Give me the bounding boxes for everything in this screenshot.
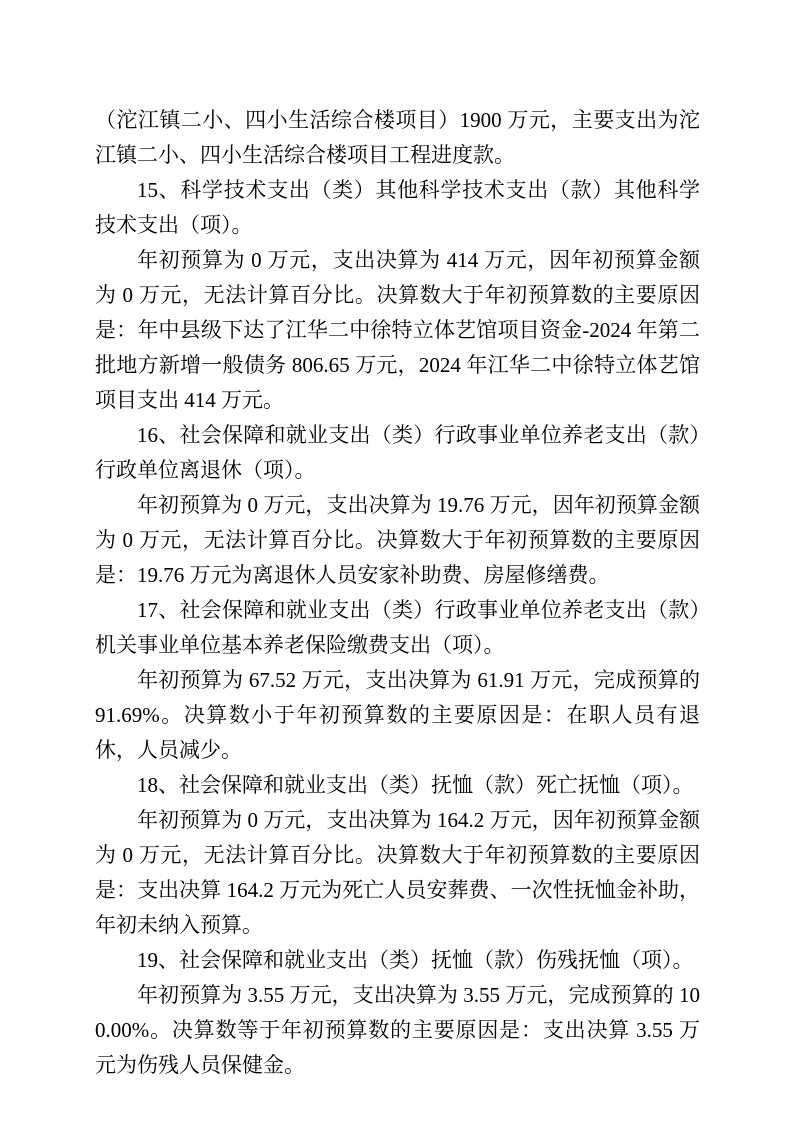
paragraph-continuation: （沱江镇二小、四小生活综合楼项目）1900 万元，主要支出为沱江镇二小、四小生活综合楼项目工程进度款。 [95,108,700,167]
paragraph-item-17-detail: 年初预算为 67.52 万元，支出决算为 61.91 万元，完成预算的 91.69%。决算数小于年初预算数的主要原因是：在职人员有退休，人员减少。 [95,668,700,762]
paragraph-item-16-heading: 16、社会保障和就业支出（类）行政事业单位养老支出（款）行政单位离退休（项）。 [95,423,700,482]
paragraph-item-15-heading: 15、科学技术支出（类）其他科学技术支出（款）其他科学技术支出（项）。 [95,178,700,237]
paragraph-item-19-heading: 19、社会保障和就业支出（类）抚恤（款）伤残抚恤（项）。 [137,948,694,972]
paragraph-item-16-detail: 年初预算为 0 万元，支出决算为 19.76 万元，因年初预算金额为 0 万元，无法计算百分比。决算数大于年初预算数的主要原因是：19.76 万元为离退休人员安家补助费、房屋修缮费。 [95,493,700,587]
paragraph-item-17-heading: 17、社会保障和就业支出（类）行政事业单位养老支出（款）机关事业单位基本养老保险缴费支出（项）。 [95,598,700,657]
paragraph-item-15-detail: 年初预算为 0 万元，支出决算为 414 万元，因年初预算金额为 0 万元，无法计算百分比。决算数大于年初预算数的主要原因是：年中县级下达了江华二中徐特立体艺馆项目资金-2024 年第二批地方新增一般债务 806.65 万元，2024 年江华二中徐特立体艺馆项目支出 414 万元。 [95,248,700,412]
paragraph-item-19-detail: 年初预算为 3.55 万元，支出决算为 3.55 万元，完成预算的 100.00%。决算数等于年初预算数的主要原因是：支出决算 3.55 万元为伤残人员保健金。 [95,983,700,1077]
paragraph-item-18-heading: 18、社会保障和就业支出（类）抚恤（款）死亡抚恤（项）。 [137,773,694,797]
paragraph-item-18-detail: 年初预算为 0 万元，支出决算为 164.2 万元，因年初预算金额为 0 万元，无法计算百分比。决算数大于年初预算数的主要原因是：支出决算 164.2 万元为死亡人员安葬费、一次性抚恤金补助，年初未纳入预算。 [95,808,700,937]
